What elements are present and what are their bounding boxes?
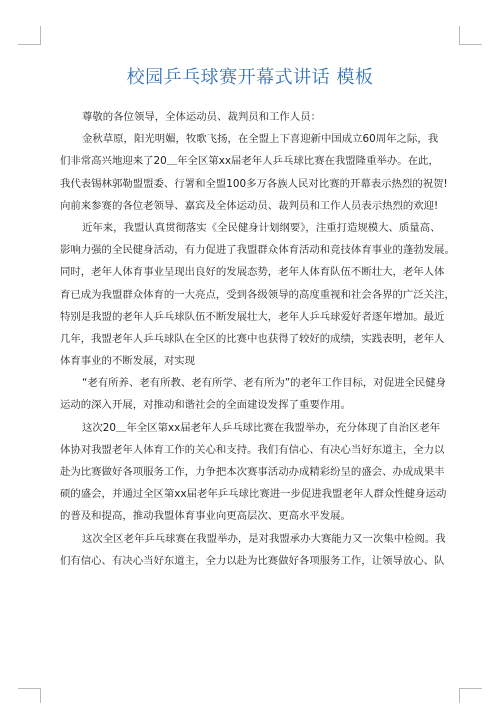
body-line: 这次全区老年乒乓球赛在我盟举办，是对我盟承办大赛能力又一次集中检阅。我 — [82, 532, 446, 545]
body-line: 这次20＿年全区第xx届老年人乒乓球比赛在我盟举办，充分体现了自治区老年 — [82, 421, 441, 434]
crop-mark-bottom-left — [18, 688, 41, 703]
document-title: 校园乒乓球赛开幕式讲话 模板 — [126, 67, 374, 88]
body-line: 硕的盛会，并通过全区第xx届老年乒乓球比赛进一步促进我盟老年人群众性健身运动 — [60, 488, 447, 501]
body-line: 体协对我盟老年人体育工作的关心和支持。我们有信心、有决心当好东道主，全力以 — [60, 443, 445, 456]
body-line: 尊敬的各位领导，全体运动员、裁判员和工作人员： — [82, 111, 321, 123]
body-line: 金秋草原，阳光明媚，牧歌飞扬，在全盟上下喜迎新中国成立60周年之际，我 — [82, 133, 439, 146]
body-line: 几年，我盟老年人乒乓球队在全区的比赛中也获得了较好的成绩，实践表明，老年人 — [60, 332, 445, 345]
document-body — [60, 106, 455, 572]
body-line: 近年来，我盟认真贯彻落实《全民健身计划纲要》，注重打造规模大、质量高、 — [82, 221, 441, 234]
body-line: 向前来参赛的各位老领导、嘉宾及全体运动员、裁判员和工作人员表示热烈的欢迎! — [60, 199, 439, 212]
body-line: 体育事业的不断发展，对实现 — [60, 355, 196, 368]
body-line: 赴为比赛做好各项服务工作，力争把本次赛事活动办成精彩纷呈的盛会、办成成果丰 — [60, 466, 445, 478]
body-line: 同时，老年人体育事业呈现出良好的发展态势，老年人体育队伍不断壮大，老年人体 — [60, 266, 445, 279]
crop-mark-top-left — [18, 26, 41, 45]
body-line: “老有所养、老有所教、老有所学、老有所为”的老年工作目标，对促进全民健身 — [82, 377, 447, 390]
body-line: 影响力强的全民健身活动，有力促进了我盟群众体育活动和竞技体育事业的蓬勃发展。 — [60, 244, 455, 257]
crop-mark-top-right — [459, 26, 482, 45]
body-line: 们有信心、有决心当好东道主，全力以赴为比赛做好各项服务工作，让领导放心、队 — [60, 554, 445, 567]
body-line: 运动的深入开展，对推动和谐社会的全面建设发挥了重要作用。 — [60, 399, 351, 412]
body-line: 的普及和提高，推动我盟体育事业向更高层次、更高水平发展。 — [60, 510, 351, 523]
body-line: 育已成为我盟群众体育的一大亮点，受到各级领导的高度重视和社会各界的广泛关注， — [60, 288, 455, 301]
body-line: 们非常高兴地迎来了20＿年全区第xx届老年人乒乓球比赛在我盟隆重举办。在此， — [60, 155, 439, 168]
body-line: 我代表锡林郭勒盟盟委、行署和全盟100多万各族人民对比赛的开幕表示热烈的祝贺! — [60, 177, 448, 190]
body-line: 特别是我盟的老年人乒乓球队伍不断发展壮大，老年人乒乓球爱好者逐年增加。最近 — [60, 310, 445, 323]
crop-mark-bottom-right — [459, 688, 482, 703]
